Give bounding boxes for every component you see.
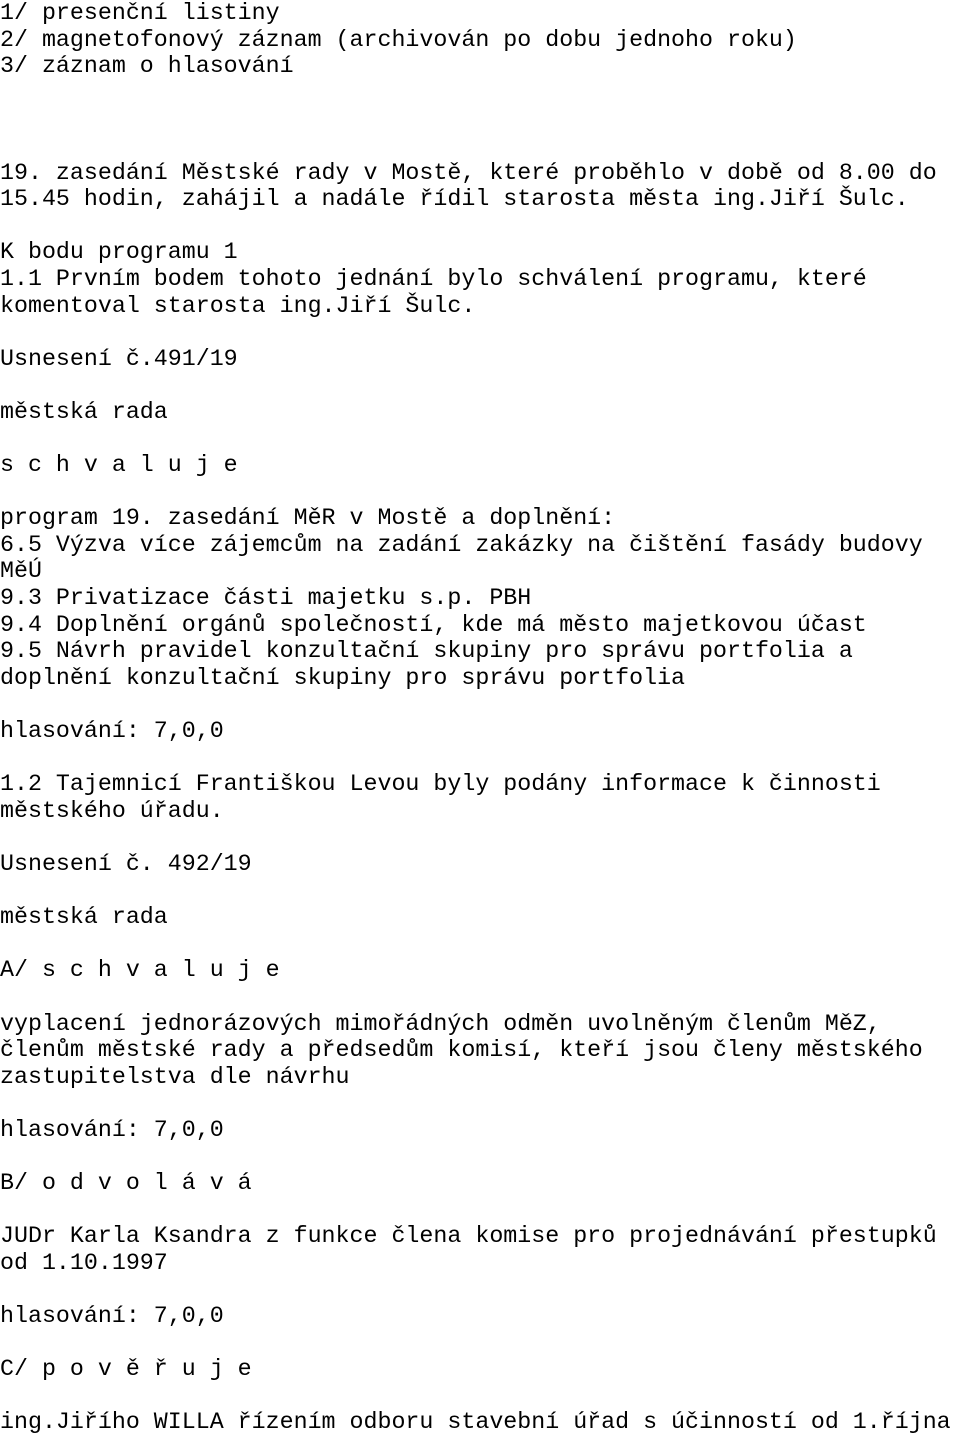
- spacer: [0, 426, 960, 453]
- resolution-text: zastupitelstva dle návrhu: [0, 1063, 350, 1090]
- program-line: 9.3 Privatizace části majetku s.p. PBH: [0, 585, 532, 612]
- resolution-verb: B/ o d v o l á v á: [0, 1170, 252, 1197]
- resolution-text: členům městské rady a předsedům komisí, kteří jsou členy městského: [0, 1037, 923, 1064]
- vote-result: hlasování: 7,0,0: [0, 718, 224, 745]
- program-line: doplnění konzultační skupiny pro správu portfolia: [0, 664, 686, 691]
- resolution-body: městská rada: [0, 904, 168, 931]
- program-line: MěÚ: [0, 558, 42, 585]
- vote-result: hlasování: 7,0,0: [0, 1116, 224, 1143]
- spacer: [0, 1330, 960, 1357]
- spacer: [0, 1277, 960, 1304]
- resolution-body: městská rada: [0, 398, 168, 425]
- resolution-verb: s c h v a l u j e: [0, 452, 238, 479]
- intro-line: 19. zasedání Městské rady v Mostě, které proběhlo v době od 8.00 do: [0, 159, 937, 186]
- resolution-text: od 1.10.1997: [0, 1249, 168, 1276]
- resolution-verb: A/ s c h v a l u j e: [0, 957, 280, 984]
- spacer: [0, 1144, 960, 1171]
- spacer: [0, 745, 960, 772]
- agenda-heading: K bodu programu 1: [0, 239, 238, 266]
- resolution-number: Usnesení č.491/19: [0, 345, 238, 372]
- program-line: 9.5 Návrh pravidel konzultační skupiny pro správu portfolia a: [0, 638, 853, 665]
- spacer: [0, 372, 960, 399]
- spacer: [0, 1197, 960, 1224]
- resolution-text: ing.Jiřího WILLA řízením odboru stavební úřad s účinností od 1.října: [0, 1409, 951, 1436]
- agenda-item-text: 1.1 Prvním bodem tohoto jednání bylo schválení programu, které: [0, 265, 867, 292]
- spacer: [0, 479, 960, 506]
- agenda-item-text: komentoval starosta ing.Jiří Šulc.: [0, 292, 476, 319]
- spacer: [0, 691, 960, 718]
- spacer: [0, 319, 960, 346]
- spacer: [0, 984, 960, 1011]
- list-item: 3/ záznam o hlasování: [0, 53, 294, 80]
- spacer: [0, 133, 960, 160]
- spacer: [0, 824, 960, 851]
- intro-line: 15.45 hodin, zahájil a nadále řídil starosta města ing.Jiří Šulc.: [0, 186, 909, 213]
- spacer: [0, 213, 960, 240]
- resolution-text: JUDr Karla Ksandra z funkce člena komise pro projednávání přestupků: [0, 1223, 937, 1250]
- resolution-text: vyplacení jednorázových mimořádných odměn uvolněným členům MěZ,: [0, 1010, 881, 1037]
- resolution-number: Usnesení č. 492/19: [0, 851, 252, 877]
- spacer: [0, 80, 960, 107]
- program-line: program 19. zasedání MěR v Mostě a doplnění:: [0, 505, 616, 532]
- spacer: [0, 878, 960, 905]
- agenda-item-text: městského úřadu.: [0, 797, 224, 824]
- spacer: [0, 1090, 960, 1117]
- spacer: [0, 1383, 960, 1410]
- spacer: [0, 931, 960, 958]
- spacer: [0, 106, 960, 133]
- agenda-item-text: 1.2 Tajemnicí Františkou Levou byly podány informace k činnosti: [0, 771, 881, 798]
- resolution-verb: C/ p o v ě ř u j e: [0, 1356, 252, 1383]
- program-line: 6.5 Výzva více zájemcům na zadání zakázky na čištění fasády budovy: [0, 531, 923, 558]
- list-item: 2/ magnetofonový záznam (archivován po dobu jednoho roku): [0, 26, 797, 53]
- program-line: 9.4 Doplnění orgánů společností, kde má město majetkovou účast: [0, 611, 867, 638]
- list-item: 1/ presenční listiny: [0, 0, 280, 26]
- vote-result: hlasování: 7,0,0: [0, 1303, 224, 1330]
